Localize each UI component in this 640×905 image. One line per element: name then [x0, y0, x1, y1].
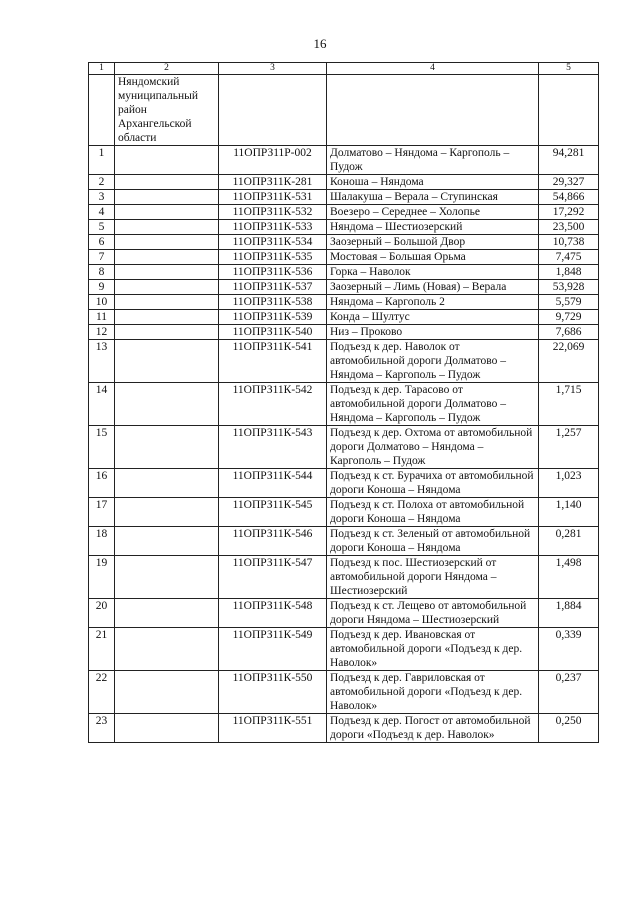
road-length: 0,237	[539, 671, 599, 714]
road-name: Заозерный – Большой Двор	[327, 235, 539, 250]
table-row	[89, 295, 599, 310]
road-code: 11ОПРЗ11К-536	[219, 265, 327, 280]
row-number: 9	[89, 280, 115, 295]
row-number: 4	[89, 205, 115, 220]
row-number: 10	[89, 295, 115, 310]
road-length: 0,339	[539, 628, 599, 671]
road-name: Коноша – Няндома	[327, 175, 539, 190]
road-length: 22,069	[539, 340, 599, 383]
empty-cell	[115, 310, 219, 325]
road-name: Няндома – Каргополь 2	[327, 295, 539, 310]
empty-cell	[115, 714, 219, 743]
row-number: 13	[89, 340, 115, 383]
table-row	[89, 235, 599, 250]
empty-cell	[115, 235, 219, 250]
road-name: Подъезд к дер. Тарасово от автомобильной дороги Долматово – Няндома – Каргополь – Пудож	[327, 383, 539, 426]
road-name: Подъезд к ст. Зеленый от автомобильной дороги Коноша – Няндома	[327, 527, 539, 556]
road-length: 23,500	[539, 220, 599, 235]
row-number: 17	[89, 498, 115, 527]
row-number: 7	[89, 250, 115, 265]
road-length: 0,250	[539, 714, 599, 743]
column-number: 4	[327, 63, 539, 75]
road-length: 94,281	[539, 146, 599, 175]
road-name: Подъезд к дер. Охтома от автомобильной дороги Долматово – Няндома – Каргополь – Пудож	[327, 426, 539, 469]
empty-cell	[115, 556, 219, 599]
empty-cell	[115, 146, 219, 175]
road-code: 11ОПРЗ11К-532	[219, 205, 327, 220]
road-code: 11ОПРЗ11К-547	[219, 556, 327, 599]
road-code: 11ОПРЗ11К-535	[219, 250, 327, 265]
empty-cell	[115, 280, 219, 295]
empty-cell	[115, 325, 219, 340]
column-number: 2	[115, 63, 219, 75]
row-number: 14	[89, 383, 115, 426]
row-number: 3	[89, 190, 115, 205]
road-length: 1,023	[539, 469, 599, 498]
road-name: Подъезд к пос. Шестиозерский от автомобильной дороги Няндома – Шестиозерский	[327, 556, 539, 599]
district-name: Няндомский муниципальный район Архангельской области	[115, 75, 219, 146]
row-number: 5	[89, 220, 115, 235]
table-row	[89, 310, 599, 325]
road-code: 11ОПРЗ11К-531	[219, 190, 327, 205]
table-row	[89, 190, 599, 205]
column-number-row	[89, 63, 599, 75]
table-row	[89, 498, 599, 527]
road-code: 11ОПРЗ11К-546	[219, 527, 327, 556]
row-number: 12	[89, 325, 115, 340]
empty-cell	[115, 175, 219, 190]
column-number: 1	[89, 63, 115, 75]
table-row	[89, 265, 599, 280]
road-name: Подъезд к ст. Полоха от автомобильной дороги Коноша – Няндома	[327, 498, 539, 527]
table-body	[89, 75, 599, 743]
empty-cell	[115, 628, 219, 671]
road-length: 9,729	[539, 310, 599, 325]
table-row	[89, 469, 599, 498]
roads-table	[88, 62, 599, 743]
road-length: 54,866	[539, 190, 599, 205]
column-number: 5	[539, 63, 599, 75]
empty-cell	[327, 75, 539, 146]
road-name: Горка – Наволок	[327, 265, 539, 280]
table-row	[89, 325, 599, 340]
empty-cell	[115, 426, 219, 469]
road-code: 11ОПРЗ11К-544	[219, 469, 327, 498]
road-code: 11ОПРЗ11К-537	[219, 280, 327, 295]
road-length: 0,281	[539, 527, 599, 556]
empty-cell	[115, 220, 219, 235]
road-name: Долматово – Няндома – Каргополь – Пудож	[327, 146, 539, 175]
road-code: 11ОПРЗ11К-538	[219, 295, 327, 310]
empty-cell	[115, 527, 219, 556]
empty-cell	[115, 265, 219, 280]
empty-cell	[115, 250, 219, 265]
road-length: 5,579	[539, 295, 599, 310]
column-number: 3	[219, 63, 327, 75]
row-number: 16	[89, 469, 115, 498]
page-number: 16	[313, 36, 327, 51]
road-name: Подъезд к дер. Погост от автомобильной дороги «Подъезд к дер. Наволок»	[327, 714, 539, 743]
table-row	[89, 340, 599, 383]
road-name: Шалакуша – Верала – Ступинская	[327, 190, 539, 205]
row-number: 6	[89, 235, 115, 250]
empty-cell	[115, 469, 219, 498]
road-name: Няндома – Шестиозерский	[327, 220, 539, 235]
table-row	[89, 714, 599, 743]
road-length: 1,140	[539, 498, 599, 527]
road-name: Мостовая – Большая Орьма	[327, 250, 539, 265]
row-number: 1	[89, 146, 115, 175]
road-length: 17,292	[539, 205, 599, 220]
empty-cell	[115, 295, 219, 310]
table-row	[89, 671, 599, 714]
row-number: 19	[89, 556, 115, 599]
empty-cell	[115, 599, 219, 628]
road-code: 11ОПРЗ11К-533	[219, 220, 327, 235]
table-row	[89, 599, 599, 628]
road-code: 11ОПРЗ11К-539	[219, 310, 327, 325]
table-row	[89, 280, 599, 295]
table-row	[89, 146, 599, 175]
empty-cell	[539, 75, 599, 146]
road-length: 1,884	[539, 599, 599, 628]
road-length: 10,738	[539, 235, 599, 250]
row-number: 20	[89, 599, 115, 628]
row-number: 23	[89, 714, 115, 743]
road-code: 11ОПРЗ11К-549	[219, 628, 327, 671]
table-row	[89, 250, 599, 265]
road-name: Конда – Шултус	[327, 310, 539, 325]
road-length: 7,475	[539, 250, 599, 265]
road-code: 11ОПРЗ11К-534	[219, 235, 327, 250]
road-length: 29,327	[539, 175, 599, 190]
road-name: Подъезд к дер. Ивановская от автомобильной дороги «Подъезд к дер. Наволок»	[327, 628, 539, 671]
table-row	[89, 556, 599, 599]
road-length: 53,928	[539, 280, 599, 295]
row-number: 15	[89, 426, 115, 469]
road-code: 11ОПРЗ11К-543	[219, 426, 327, 469]
road-name: Подъезд к ст. Бурачиха от автомобильной дороги Коноша – Няндома	[327, 469, 539, 498]
road-code: 11ОПРЗ11К-540	[219, 325, 327, 340]
road-code: 11ОПРЗ11К-281	[219, 175, 327, 190]
empty-cell	[115, 671, 219, 714]
road-code: 11ОПРЗ11К-551	[219, 714, 327, 743]
road-length: 1,715	[539, 383, 599, 426]
table-row	[89, 220, 599, 235]
table-row	[89, 628, 599, 671]
row-number: 21	[89, 628, 115, 671]
empty-cell	[115, 205, 219, 220]
table-row	[89, 426, 599, 469]
table-row	[89, 383, 599, 426]
road-code: 11ОПРЗ11К-545	[219, 498, 327, 527]
row-number: 11	[89, 310, 115, 325]
row-number: 8	[89, 265, 115, 280]
road-length: 7,686	[539, 325, 599, 340]
row-number: 2	[89, 175, 115, 190]
empty-cell	[219, 75, 327, 146]
table-row	[89, 205, 599, 220]
table-row	[89, 175, 599, 190]
road-length: 1,498	[539, 556, 599, 599]
road-code: 11ОПРЗ11К-550	[219, 671, 327, 714]
road-code: 11ОПРЗ11Р-002	[219, 146, 327, 175]
road-name: Подъезд к ст. Лещево от автомобильной дороги Няндома – Шестиозерский	[327, 599, 539, 628]
empty-cell	[115, 383, 219, 426]
district-row	[89, 75, 599, 146]
empty-cell	[89, 75, 115, 146]
road-name: Воезеро – Середнее – Холопье	[327, 205, 539, 220]
empty-cell	[115, 498, 219, 527]
row-number: 18	[89, 527, 115, 556]
road-code: 11ОПРЗ11К-542	[219, 383, 327, 426]
empty-cell	[115, 190, 219, 205]
road-name: Низ – Проково	[327, 325, 539, 340]
road-length: 1,848	[539, 265, 599, 280]
row-number: 22	[89, 671, 115, 714]
road-code: 11ОПРЗ11К-548	[219, 599, 327, 628]
road-length: 1,257	[539, 426, 599, 469]
road-name: Заозерный – Лимь (Новая) – Верала	[327, 280, 539, 295]
road-name: Подъезд к дер. Наволок от автомобильной дороги Долматово – Няндома – Каргополь – Пудож	[327, 340, 539, 383]
table-row	[89, 527, 599, 556]
road-name: Подъезд к дер. Гавриловская от автомобильной дороги «Подъезд к дер. Наволок»	[327, 671, 539, 714]
road-code: 11ОПРЗ11К-541	[219, 340, 327, 383]
empty-cell	[115, 340, 219, 383]
